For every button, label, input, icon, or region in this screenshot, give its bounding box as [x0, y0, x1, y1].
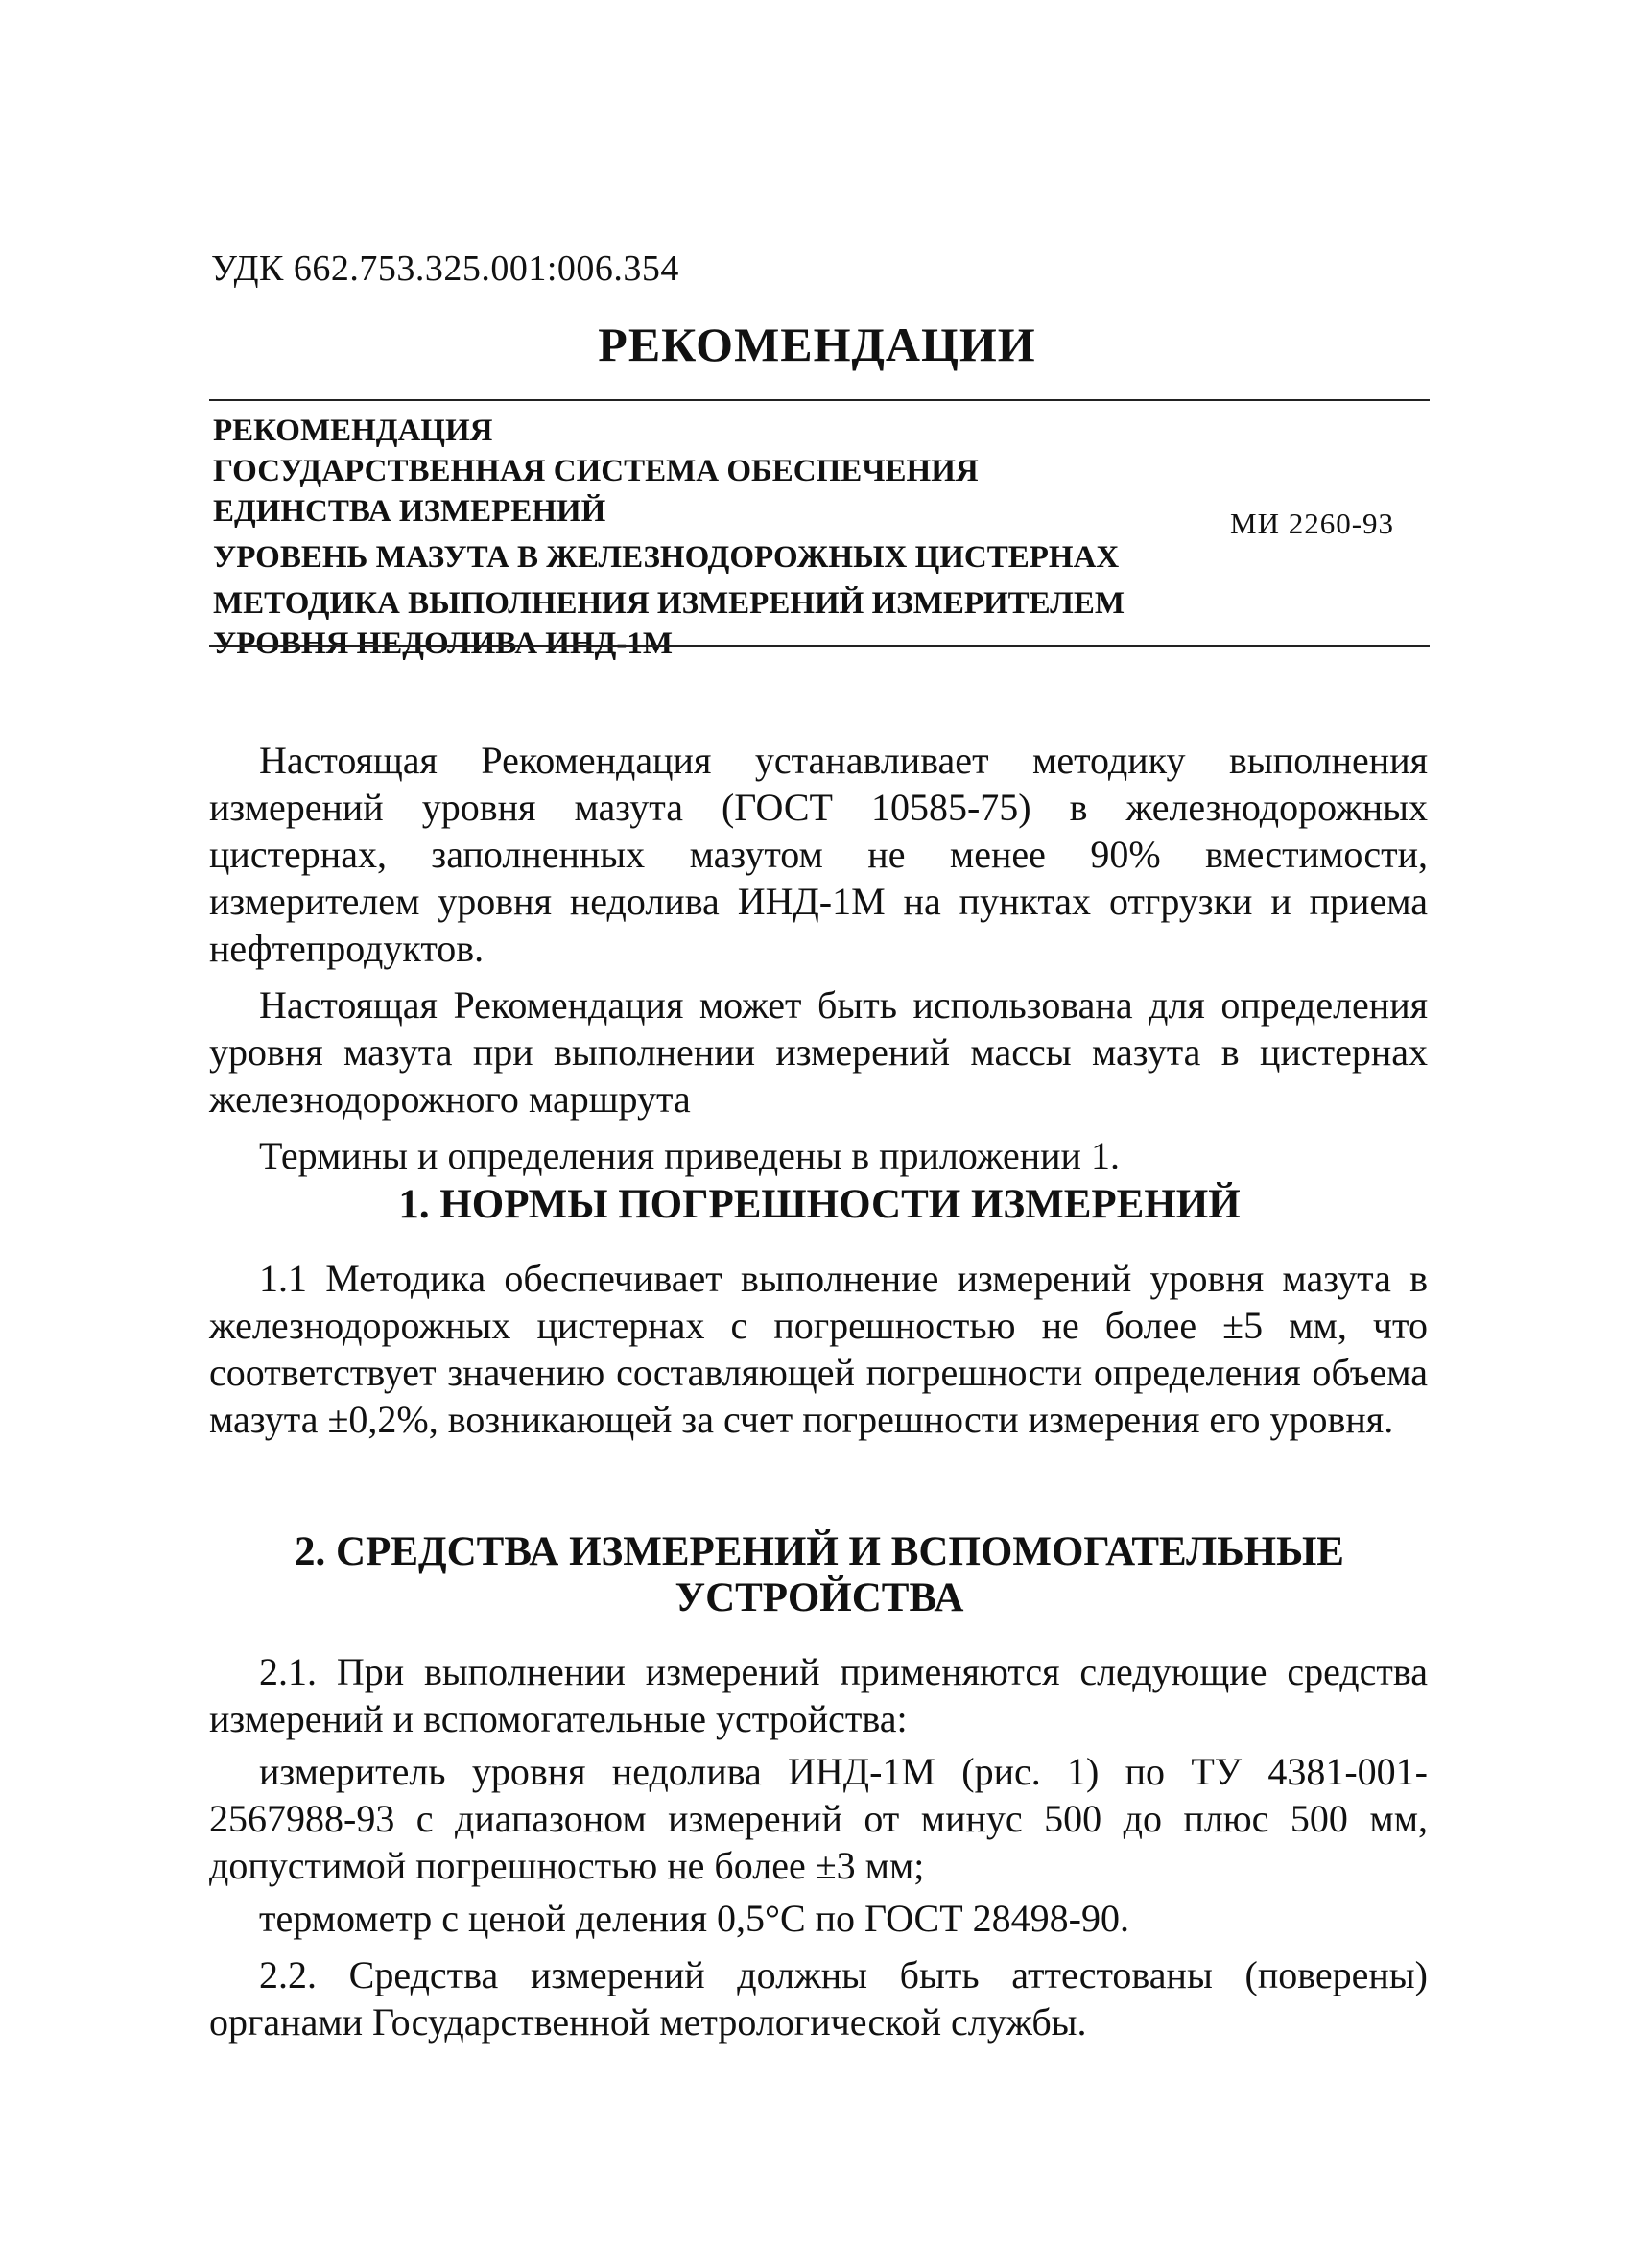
- section-2-body: [209, 1648, 1428, 2045]
- section-2-heading-line2: УСТРОЙСТВА: [675, 1575, 964, 1620]
- udk-code: УДК 662.753.325.001:006.354: [211, 248, 679, 289]
- intro-section: [209, 737, 1428, 1179]
- intro-paragraph-scope: Настоящая Рекомендация устанавливает методику выполнения измерений уровня мазута (ГОСТ 10585-75) в железнодорожных цистернах, заполненных мазутом не менее 90% вместимости, измерителем уровня недолива ИНД-1М на пунктах отгрузки и приема нефтепродуктов.: [209, 739, 1428, 970]
- title-top-rule: [209, 399, 1430, 401]
- section-2-heading: [209, 1529, 1430, 1621]
- section-1-body: [209, 1255, 1428, 1443]
- document-title-block: [213, 411, 1249, 664]
- intro-paragraph-usage: Настоящая Рекомендация может быть использована для определения уровня мазута при выполнении измерений массы мазута в цистернах железнодорожного маршрута: [209, 983, 1428, 1121]
- title-line-unity: ЕДИНСТВА ИЗМЕРЕНИЙ: [213, 494, 606, 529]
- section-2-heading-line1: 2. СРЕДСТВА ИЗМЕРЕНИЙ И ВСПОМОГАТЕЛЬНЫЕ: [295, 1529, 1344, 1574]
- paragraph-level-gauge: измеритель уровня недолива ИНД-1М (рис. 1) по ТУ 4381-001-2567988-93 с диапазоном измерений от минус 500 до плюс 500 мм, допустимой погрешностью не более ±3 мм;: [209, 1750, 1428, 1887]
- document-code: МИ 2260-93: [1230, 507, 1395, 540]
- title-bottom-rule: [209, 645, 1430, 647]
- paragraph-thermometer: термометр с ценой деления 0,5°С по ГОСТ 28498-90.: [259, 1897, 1129, 1940]
- paragraph-2-1: 2.1. При выполнении измерений применяются следующие средства измерений и вспомогательные устройства:: [209, 1650, 1428, 1740]
- title-line-gsi: ГОСУДАРСТВЕННАЯ СИСТЕМА ОБЕСПЕЧЕНИЯ: [213, 454, 979, 488]
- intro-paragraph-terms: Термины и определения приведены в приложении 1.: [259, 1134, 1120, 1177]
- section-1-heading: 1. НОРМЫ ПОГРЕШНОСТИ ИЗМЕРЕНИЙ: [398, 1182, 1241, 1227]
- document-kind-heading: РЕКОМЕНДАЦИИ: [598, 318, 1036, 371]
- paragraph-2-2: 2.2. Средства измерений должны быть аттестованы (поверены) органами Государственной метрологической службы.: [209, 1953, 1428, 2044]
- title-line-device: УРОВНЯ НЕДОЛИВА ИНД-1М: [213, 626, 673, 661]
- title-line-subject: УРОВЕНЬ МАЗУТА В ЖЕЛЕЗНОДОРОЖНЫХ ЦИСТЕРНАХ: [213, 540, 1120, 575]
- title-line-recommendation: РЕКОМЕНДАЦИЯ: [213, 413, 493, 448]
- title-line-method: МЕТОДИКА ВЫПОЛНЕНИЯ ИЗМЕРЕНИЙ ИЗМЕРИТЕЛЕМ: [213, 586, 1125, 621]
- paragraph-1-1: 1.1 Методика обеспечивает выполнение измерений уровня мазута в железнодорожных цистернах с погрешностью не более ±5 мм, что соответствует значению составляющей погрешности определения объема мазута ±0,2%, возникающей за счет погрешности измерения его уровня.: [209, 1257, 1428, 1441]
